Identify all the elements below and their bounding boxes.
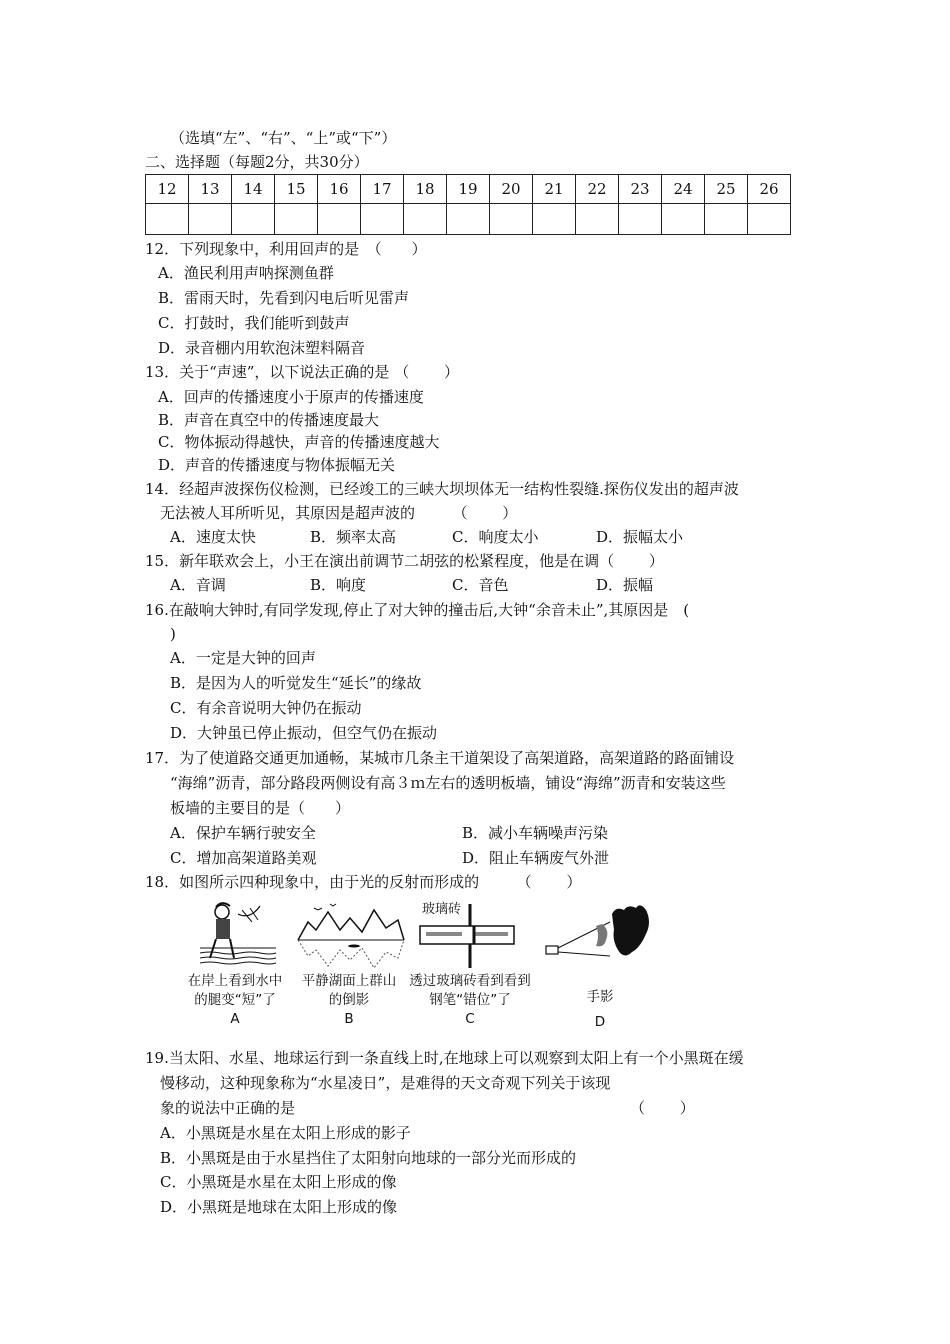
figure-d-caption-line1: 手影 — [586, 989, 614, 1005]
answer-number: 13 — [189, 175, 232, 204]
q14-stem-line2: 无法被人耳所听见，其原因是超声波的 （ ） — [160, 504, 518, 522]
q17-option-b: B．减小车辆噪声污染 — [462, 824, 609, 842]
figure-a-caption-line2: 的腿变“短”了 — [194, 992, 276, 1008]
q19-stem-line3: 象的说法中正确的是 — [160, 1099, 296, 1117]
q17-stem-line2: “海绵”沥青，部分路段两侧设有高３ｍ左右的透明板墙，铺设“海绵”沥青和安装这些 — [170, 774, 726, 792]
answer-number-row — [146, 175, 791, 204]
answer-cell[interactable] — [662, 204, 705, 235]
answer-blank-row — [146, 204, 791, 235]
answer-number: 21 — [533, 175, 576, 204]
answer-cell[interactable] — [576, 204, 619, 235]
q15-option-c: C．音色 — [452, 576, 509, 594]
q13-option-c: C．物体振动得越快，声音的传播速度越大 — [158, 433, 440, 451]
figure-b-mountain-reflection — [294, 900, 406, 970]
glass-block-label: 玻璃砖 — [422, 902, 462, 917]
q12-option-b: B．雷雨天时，先看到闪电后听见雷声 — [158, 289, 410, 307]
answer-number: 22 — [576, 175, 619, 204]
answer-cell[interactable] — [533, 204, 576, 235]
answer-number: 16 — [318, 175, 361, 204]
figure-b-caption-line2: 的倒影 — [328, 992, 370, 1008]
q17-option-c: C．增加高架道路美观 — [170, 849, 317, 867]
q17-option-a: A．保护车辆行驶安全 — [170, 824, 316, 842]
q15-option-d: D．振幅 — [596, 576, 654, 594]
q16-stem-line2: ) — [170, 625, 176, 643]
figure-d-letter: D — [594, 1014, 606, 1030]
q14-option-c: C．响度太小 — [452, 528, 539, 546]
q12-option-c: C．打鼓时，我们能听到鼓声 — [158, 314, 350, 332]
answer-number: 15 — [275, 175, 318, 204]
figure-c-letter: C — [465, 1011, 475, 1027]
q14-option-a: A．速度太快 — [170, 528, 256, 546]
q16-option-a: A．一定是大钟的回声 — [170, 649, 316, 667]
figure-d-hand-shadow — [540, 900, 658, 970]
q19-option-a: A．小黑斑是水星在太阳上形成的影子 — [160, 1124, 411, 1142]
figure-b-caption-line1: 平静湖面上群山 — [301, 973, 397, 989]
q13-option-b: B．声音在真空中的传播速度最大 — [158, 411, 380, 429]
figure-b-letter: B — [344, 1011, 354, 1027]
q19-answer-paren: （ ） — [630, 1099, 695, 1117]
figure-c-caption-line2: 钢笔“错位”了 — [429, 992, 511, 1008]
q16-option-c: C．有余音说明大钟仍在振动 — [170, 699, 362, 717]
figure-d-caption — [560, 985, 640, 1035]
figure-b-caption — [294, 972, 404, 1029]
q14-option-d: D．振幅太小 — [596, 528, 684, 546]
answer-table — [145, 174, 791, 235]
q13-option-a: A．回声的传播速度小于原声的传播速度 — [158, 388, 424, 406]
q19-option-d: D．小黑斑是地球在太阳上形成的像 — [160, 1198, 398, 1216]
answer-cell[interactable] — [705, 204, 748, 235]
figure-c-caption — [408, 972, 532, 1029]
q19-option-c: C．小黑斑是水星在太阳上形成的像 — [160, 1173, 397, 1191]
q16-option-d: D．大钟虽已停止振动，但空气仍在振动 — [170, 724, 438, 742]
q17-stem-line1: 17．为了使道路交通更加通畅，某城市几条主干道架设了高架道路，高架道路的路面铺设 — [145, 749, 735, 767]
answer-cell[interactable] — [361, 204, 404, 235]
figure-a-caption — [180, 972, 290, 1029]
answer-number: 20 — [490, 175, 533, 204]
q13-option-d: D．声音的传播速度与物体振幅无关 — [158, 456, 396, 474]
answer-cell[interactable] — [146, 204, 189, 235]
answer-number: 25 — [705, 175, 748, 204]
answer-cell[interactable] — [748, 204, 791, 235]
q16-option-b: B．是因为人的听觉发生“延长”的缘故 — [170, 674, 422, 692]
answer-number: 17 — [361, 175, 404, 204]
answer-number: 14 — [232, 175, 275, 204]
figure-a-leg-in-water — [180, 900, 298, 970]
answer-cell[interactable] — [447, 204, 490, 235]
section-title: 二、选择题（每题2分，共30分） — [145, 153, 369, 171]
q19-option-b: B．小黑斑是由于水星挡住了太阳射向地球的一部分光而形成的 — [160, 1149, 577, 1167]
answer-cell[interactable] — [189, 204, 232, 235]
answer-number: 19 — [447, 175, 490, 204]
answer-number: 18 — [404, 175, 447, 204]
q12-option-d: D．录音棚内用软泡沫塑料隔音 — [158, 339, 366, 357]
q19-stem-line1: 19.当太阳、水星、地球运行到一条直线上时,在地球上可以观察到太阳上有一个小黑斑在缓 — [145, 1049, 744, 1067]
figure-a-caption-line1: 在岸上看到水中 — [187, 973, 283, 989]
answer-cell[interactable] — [318, 204, 361, 235]
q15-option-b: B．响度 — [310, 576, 367, 594]
q18-stem: 18．如图所示四种现象中，由于光的反射而形成的 （ ） — [145, 873, 582, 891]
figure-a-letter: A — [230, 1011, 240, 1027]
q15-option-a: A．音调 — [170, 576, 226, 594]
answer-cell[interactable] — [490, 204, 533, 235]
answer-number: 26 — [748, 175, 791, 204]
figure-c-caption-line1: 透过玻璃砖看到看到 — [409, 973, 531, 989]
q17-option-d: D．阻止车辆废气外泄 — [462, 849, 610, 867]
q15-stem: 15．新年联欢会上，小王在演出前调节二胡弦的松紧程度，他是在调（ ） — [145, 552, 664, 570]
q19-stem-line2: 慢移动，这种现象称为“水星凌日”，是难得的天文奇观下列关于该现 — [160, 1074, 611, 1092]
q14-option-b: B．频率太高 — [310, 528, 397, 546]
q16-stem-line1: 16.在敲响大钟时,有同学发现,停止了对大钟的撞击后,大钟“余音未止”,其原因是 ( — [145, 601, 690, 619]
fill-hint: （选填“左”、“右”、“上”或“下”） — [170, 129, 397, 147]
q13-stem: 13．关于“声速”，以下说法正确的是 （ ） — [145, 363, 459, 381]
q17-stem-line3: 板墙的主要目的是（ ） — [170, 799, 351, 817]
q12-stem: 12．下列现象中，利用回声的是 （ ） — [145, 240, 427, 258]
answer-number: 23 — [619, 175, 662, 204]
q12-option-a: A．渔民利用声呐探测鱼群 — [158, 264, 334, 282]
q14-stem-line1: 14．经超声波探伤仪检测，已经竣工的三峡大坝坝体无一结构性裂缝.探伤仪发出的超声波 — [145, 480, 739, 498]
answer-cell[interactable] — [275, 204, 318, 235]
answer-cell[interactable] — [404, 204, 447, 235]
answer-cell[interactable] — [619, 204, 662, 235]
answer-number: 24 — [662, 175, 705, 204]
answer-number: 12 — [146, 175, 189, 204]
answer-cell[interactable] — [232, 204, 275, 235]
